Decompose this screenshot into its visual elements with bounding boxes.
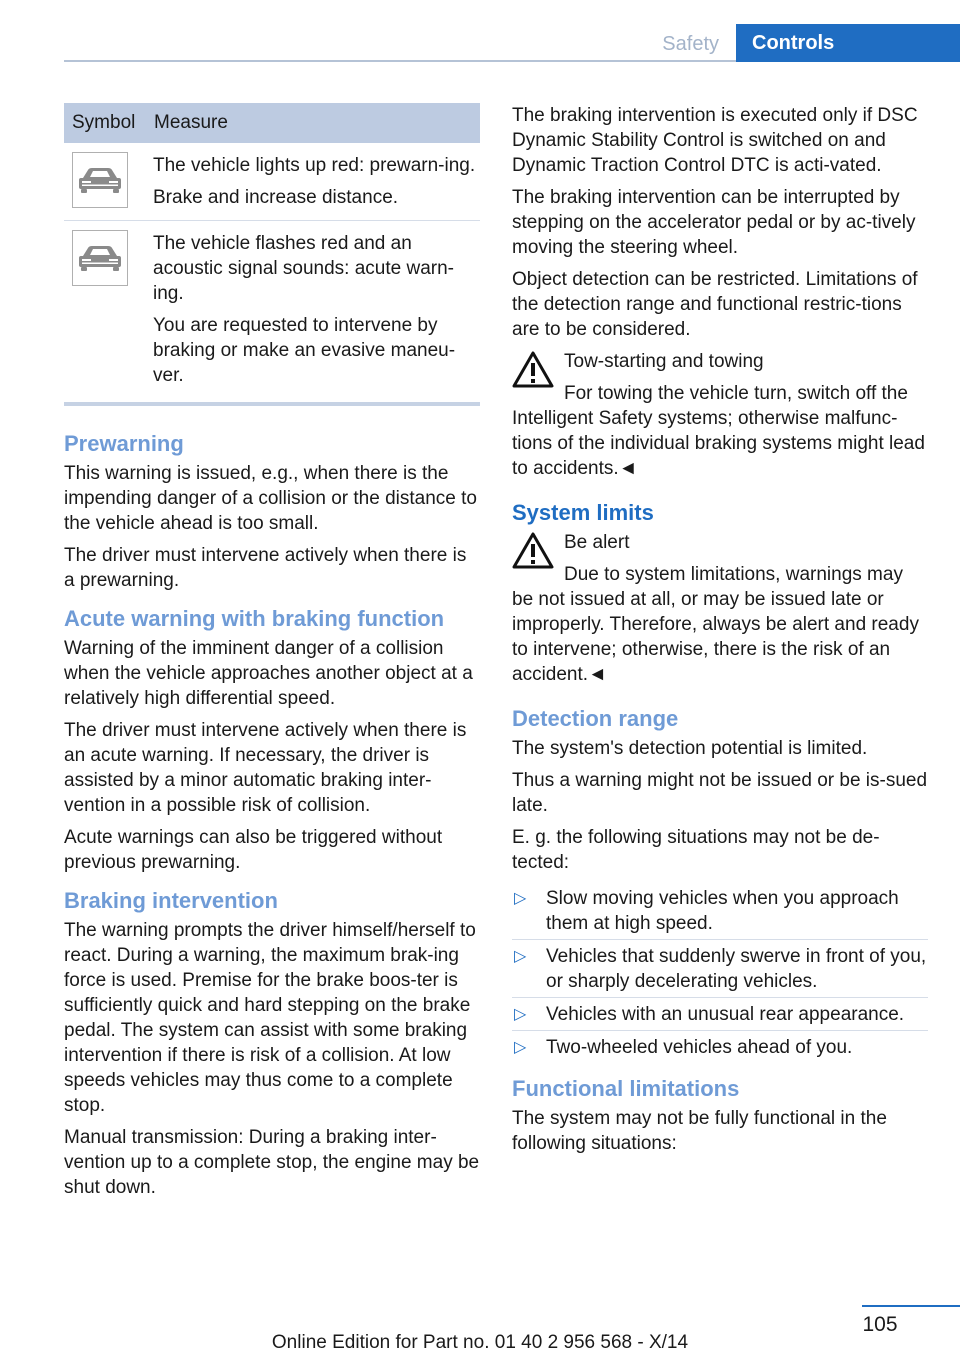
- triangle-bullet-icon: ▷: [514, 1006, 527, 1023]
- heading-prewarning: Prewarning: [64, 431, 184, 456]
- measure-text: The vehicle lights up red: prewarn-ing.: [153, 155, 476, 176]
- heading-functional-limitations: Functional limitations: [512, 1076, 740, 1101]
- paragraph: The warning prompts the driver himself/herself to react. During a warning, the maximum brak-ing force is used. Premise for the brake boos-ter is sufficiently quick and hard stepping on the brake pedal. The system can assist with some braking intervention if there is risk of a collision. At low speeds vehicles may thus come to a complete stop.: [64, 920, 476, 1116]
- triangle-bullet-icon: ▷: [514, 890, 527, 907]
- paragraph: Warning of the imminent danger of a collision when the vehicle approaches another object at a relatively high differential speed.: [64, 638, 473, 709]
- page-number: 105: [862, 1313, 898, 1336]
- table-row: [64, 221, 480, 399]
- paragraph: Thus a warning might not be issued or be is-sued late.: [512, 770, 928, 816]
- header-chapter-controls: Controls: [736, 24, 960, 62]
- table-row: [64, 143, 480, 221]
- table-header-symbol: Symbol: [64, 103, 152, 143]
- warning-title: Tow-starting and towing: [564, 351, 764, 372]
- measure-text: The vehicle flashes red and an acoustic signal sounds: acute warn-ing.: [153, 233, 454, 304]
- warning-body-start: Due to system limitations, warnings may: [564, 564, 903, 585]
- warning-be-alert: [512, 530, 928, 687]
- paragraph: Acute warnings can also be triggered without previous prewarning.: [64, 827, 443, 873]
- heading-acute-warning: Acute warning with braking function: [64, 606, 445, 631]
- paragraph: Object detection can be restricted. Limitations of the detection range and functional restric-tions are to be considered.: [512, 269, 918, 340]
- warning-towing: [512, 349, 928, 481]
- heading-system-limits: System limits: [512, 500, 654, 525]
- list-item: ▷ Slow moving vehicles when you approach them at high speed.: [512, 882, 928, 940]
- warning-body: Intelligent Safety systems; otherwise malfunc-tions of the individual braking systems might lead to accidents.◄: [512, 408, 925, 479]
- right-column: [512, 103, 928, 1163]
- heading-braking-intervention: Braking intervention: [64, 888, 278, 913]
- paragraph: The driver must intervene actively when there is a prewarning.: [64, 545, 467, 591]
- paragraph: This warning is issued, e.g., when there is the impending danger of a collision or the distance to the vehicle ahead is too small.: [64, 463, 477, 534]
- paragraph: The system may not be fully functional in the following situations:: [512, 1108, 887, 1154]
- car-icon: [72, 230, 128, 286]
- footer-edition: Online Edition for Part no. 01 40 2 956 568 - X/14: [271, 1332, 689, 1353]
- paragraph: Manual transmission: During a braking inter-vention up to a complete stop, the engine may be shut down.: [64, 1127, 480, 1198]
- paragraph: The system's detection potential is limited.: [512, 738, 868, 759]
- measure-text: You are requested to intervene by braking or make an evasive maneu-ver.: [153, 315, 456, 386]
- warning-triangle-icon: [512, 351, 554, 388]
- warning-triangle-icon: [512, 532, 554, 569]
- footer-rule: [862, 1305, 960, 1307]
- triangle-bullet-icon: ▷: [514, 948, 527, 965]
- paragraph: The braking intervention is executed only if DSC Dynamic Stability Control is switched on and Dynamic Traction Control DTC is acti-vated.: [512, 105, 918, 176]
- car-icon: [72, 152, 128, 208]
- triangle-bullet-icon: ▷: [514, 1039, 527, 1056]
- detection-list: [512, 882, 928, 1063]
- paragraph: E. g. the following situations may not be de-tected:: [512, 827, 880, 873]
- warning-body: be not issued at all, or may be issued late or improperly. Therefore, always be alert and ready to intervene; otherwise, there is the risk of an accident.◄: [512, 589, 919, 685]
- list-item: ▷ Vehicles with an unusual rear appearance.: [512, 998, 928, 1031]
- table-end-rule: [64, 402, 480, 406]
- heading-detection-range: Detection range: [512, 706, 679, 731]
- table-header-measure: Measure: [152, 103, 480, 143]
- paragraph: The driver must intervene actively when there is an acute warning. If necessary, the driver is assisted by a minor automatic braking inter-vention in a possible risk of collision.: [64, 720, 467, 816]
- warning-title: Be alert: [564, 532, 630, 553]
- warning-body-start: For towing the vehicle turn, switch off the: [564, 383, 908, 404]
- list-item: ▷ Vehicles that suddenly swerve in front of you, or sharply decelerating vehicles.: [512, 940, 928, 998]
- paragraph: The braking intervention can be interrupted by stepping on the accelerator pedal or by ac-tively moving the steering wheel.: [512, 187, 916, 258]
- left-column: [64, 103, 480, 1207]
- measure-text: Brake and increase distance.: [153, 187, 399, 208]
- symbol-table: [64, 103, 480, 398]
- header-section-safety: Safety: [662, 32, 719, 55]
- list-item: ▷ Two-wheeled vehicles ahead of you.: [514, 1037, 853, 1058]
